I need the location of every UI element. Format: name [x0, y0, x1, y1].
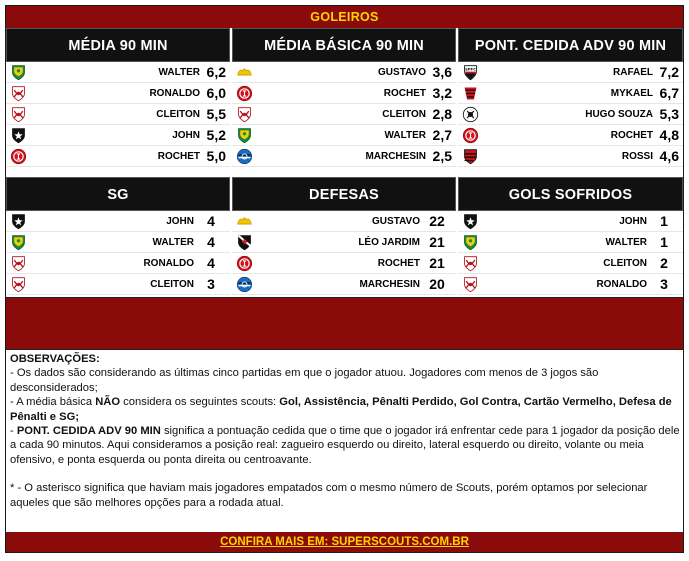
cuiaba-crest-icon — [462, 234, 479, 251]
player-row — [232, 274, 456, 295]
player-row — [232, 146, 456, 167]
criciuma-crest-icon — [236, 213, 253, 230]
player-name: RONALDO — [143, 258, 194, 269]
player-name: CLEITON — [156, 109, 200, 120]
player-name: LÉO JARDIM — [358, 237, 420, 248]
divider-band — [6, 297, 683, 350]
stat-value: 1 — [660, 213, 668, 229]
stat-value: 2,7 — [432, 127, 452, 143]
corinthians-crest-icon — [462, 106, 479, 123]
player-name: CLEITON — [382, 109, 426, 120]
cuiaba-crest-icon — [10, 64, 27, 81]
player-row — [458, 146, 683, 167]
player-row — [6, 83, 230, 104]
player-name: WALTER — [158, 67, 200, 78]
stat-value: 2,8 — [432, 106, 452, 122]
player-name: GUSTAVO — [372, 216, 420, 227]
stat-value: 5,3 — [659, 106, 679, 122]
player-name: GUSTAVO — [378, 67, 426, 78]
panel-media-basica-90 — [232, 28, 456, 167]
panel-title: MÉDIA 90 MIN — [6, 28, 230, 62]
athletico-crest-icon — [462, 85, 479, 102]
note-line-4: * - O asterisco significa que haviam mais jogadores empatados com o mesmo número de Scouts, porém optamos por selecionar aqueles que são melhores opções para a rodada atual. — [10, 482, 648, 509]
player-row — [458, 125, 683, 146]
bragantino-crest-icon — [10, 276, 27, 293]
bragantino-crest-icon — [10, 85, 27, 102]
player-name: ROCHET — [157, 151, 200, 162]
footer-bar — [6, 532, 683, 552]
stat-value: 3,2 — [432, 85, 452, 101]
internacional-crest-icon — [10, 148, 27, 165]
panel-rows — [6, 62, 230, 167]
player-row — [458, 274, 683, 295]
player-name: ROCHET — [383, 88, 426, 99]
stat-value: 4 — [207, 234, 215, 250]
player-row — [458, 211, 683, 232]
stat-value: 4,8 — [659, 127, 679, 143]
internacional-crest-icon — [236, 255, 253, 272]
player-name: ROSSI — [621, 151, 653, 162]
bragantino-crest-icon — [236, 106, 253, 123]
stat-value: 5,0 — [206, 148, 226, 164]
note-line-1: - Os dados são considerando as últimas cinco partidas em que o jogador atuou. Jogadores com menos de 3 jogos são desconsiderados; — [10, 367, 599, 394]
stat-value: 6,2 — [206, 64, 226, 80]
stat-value: 22 — [429, 213, 445, 229]
player-row — [6, 232, 230, 253]
panel-rows — [458, 62, 683, 167]
player-name: RAFAEL — [613, 67, 653, 78]
stat-value: 3,6 — [432, 64, 452, 80]
panel-gols-sofridos — [458, 177, 683, 316]
player-name: CLEITON — [150, 279, 194, 290]
footer-link[interactable]: SUPERSCOUTS.COM.BR — [331, 536, 469, 548]
player-row — [458, 253, 683, 274]
panel-sg — [6, 177, 230, 316]
player-row — [458, 83, 683, 104]
stat-value: 5,2 — [206, 127, 226, 143]
panel-pont-cedida — [458, 28, 683, 167]
stat-value: 4,6 — [659, 148, 679, 164]
player-name: ROCHET — [377, 258, 420, 269]
player-name: WALTER — [384, 130, 426, 141]
stat-value: 20 — [429, 276, 445, 292]
stat-value: 1 — [660, 234, 668, 250]
player-name: CLEITON — [603, 258, 647, 269]
panel-title: SG — [6, 177, 230, 211]
player-row — [232, 125, 456, 146]
sao-paulo-crest-icon — [462, 64, 479, 81]
player-name: WALTER — [605, 237, 647, 248]
botafogo-crest-icon — [462, 213, 479, 230]
botafogo-crest-icon — [10, 213, 27, 230]
footer-prefix: CONFIRA MAIS EM: — [220, 536, 332, 548]
internacional-crest-icon — [236, 85, 253, 102]
panel-title: DEFESAS — [232, 177, 456, 211]
player-row — [6, 104, 230, 125]
section-title: GOLEIROS — [6, 6, 683, 28]
player-row — [232, 104, 456, 125]
bragantino-crest-icon — [10, 106, 27, 123]
bragantino-crest-icon — [462, 255, 479, 272]
notes-heading: OBSERVAÇÕES: — [10, 353, 100, 365]
player-row — [232, 232, 456, 253]
internacional-crest-icon — [462, 127, 479, 144]
player-row — [232, 253, 456, 274]
player-name: MARCHESIN — [365, 151, 426, 162]
goleiros-infographic — [5, 5, 684, 553]
stat-value: 2 — [660, 255, 668, 271]
stat-value: 4 — [207, 255, 215, 271]
stat-value: 21 — [429, 234, 445, 250]
bragantino-crest-icon — [10, 255, 27, 272]
criciuma-crest-icon — [236, 64, 253, 81]
player-name: JOHN — [619, 216, 647, 227]
panel-title: PONT. CEDIDA ADV 90 MIN — [458, 28, 683, 62]
cuiaba-crest-icon — [10, 234, 27, 251]
player-name: RONALDO — [596, 279, 647, 290]
stat-value: 3 — [207, 276, 215, 292]
stat-value: 7,2 — [659, 64, 679, 80]
gremio-crest-icon — [236, 148, 253, 165]
player-row — [6, 253, 230, 274]
svg-text:SPFC: SPFC — [465, 66, 476, 72]
player-name: MYKAEL — [610, 88, 653, 99]
player-row — [458, 104, 683, 125]
player-name: MARCHESIN — [359, 279, 420, 290]
observations — [10, 352, 680, 510]
player-row — [6, 62, 230, 83]
player-name: RONALDO — [149, 88, 200, 99]
player-row — [458, 62, 683, 83]
panel-defesas — [232, 177, 456, 316]
stat-value: 3 — [660, 276, 668, 292]
player-name: JOHN — [166, 216, 194, 227]
player-name: HUGO SOUZA — [585, 109, 653, 120]
cuiaba-crest-icon — [236, 127, 253, 144]
player-row — [6, 211, 230, 232]
player-name: WALTER — [152, 237, 194, 248]
gremio-crest-icon — [236, 276, 253, 293]
panel-rows — [232, 62, 456, 167]
bragantino-crest-icon — [462, 276, 479, 293]
player-row — [6, 125, 230, 146]
player-row — [6, 146, 230, 167]
stat-value: 6,0 — [206, 85, 226, 101]
player-name: JOHN — [172, 130, 200, 141]
flamengo-crest-icon — [462, 148, 479, 165]
vasco-crest-icon — [236, 234, 253, 251]
player-row — [458, 232, 683, 253]
note-line-2: - A média básica NÃO considera os seguintes scouts: Gol, Assistência, Pênalti Perdido, Gol Contra, Cartão Vermelho, Defesa de Pênalti e SG; — [10, 396, 672, 423]
player-row — [6, 274, 230, 295]
stat-value: 21 — [429, 255, 445, 271]
note-line-3: - PONT. CEDIDA ADV 90 MIN significa a pontuação cedida que o time que o jogador irá enfrentar cede para 1 jogador da posição dele a cada 90 minutos. Aqui consideramos a posição real: zagueiro esquerdo ou direito, lateral esquerdo ou direito, volante ou meia ofensivo, e ponta esquerda ou ponta direita ou centroavante. — [10, 425, 680, 466]
botafogo-crest-icon — [10, 127, 27, 144]
stat-value: 4 — [207, 213, 215, 229]
stat-value: 5,5 — [206, 106, 226, 122]
player-row — [232, 211, 456, 232]
stat-value: 6,7 — [659, 85, 679, 101]
panel-title: MÉDIA BÁSICA 90 MIN — [232, 28, 456, 62]
player-row — [232, 83, 456, 104]
player-row — [232, 62, 456, 83]
player-name: ROCHET — [610, 130, 653, 141]
panel-title: GOLS SOFRIDOS — [458, 177, 683, 211]
panel-media-90 — [6, 28, 230, 167]
stat-value: 2,5 — [432, 148, 452, 164]
